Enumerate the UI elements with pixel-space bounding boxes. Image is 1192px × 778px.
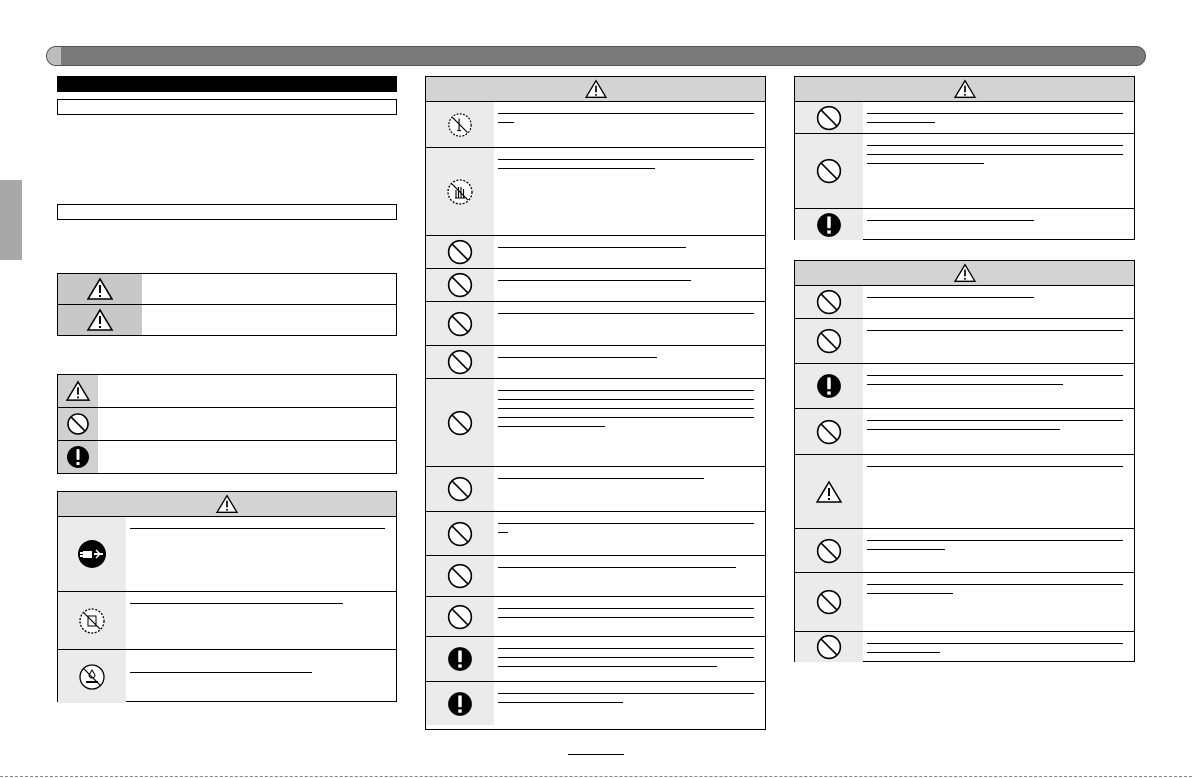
prohibited-circle-icon (426, 346, 494, 378)
signal-word-table (57, 273, 397, 336)
warning-item-text (494, 148, 765, 235)
warning-item (58, 591, 396, 649)
prohibited-circle-icon (795, 529, 863, 572)
warning-triangle-icon (58, 375, 98, 407)
warning-item (426, 466, 765, 511)
mandatory-exclamation-icon (795, 209, 863, 240)
symbol-legend-table (57, 374, 397, 474)
warning-item-text (863, 409, 1134, 454)
warning-item-text (494, 597, 765, 636)
side-section-tab (0, 180, 22, 260)
warning-item-text (494, 637, 765, 681)
warning-item-text (863, 286, 1134, 318)
warning-item (426, 235, 765, 268)
page-bottom-edge (0, 776, 1192, 777)
warning-item (426, 681, 765, 725)
warning-item (426, 596, 765, 636)
symbol-row-mandatory (58, 440, 396, 473)
caution-table-header (795, 261, 1134, 286)
warning-table-header (795, 77, 1134, 102)
warning-item (795, 133, 1134, 208)
unplug-icon (58, 517, 126, 591)
warning-item (795, 454, 1134, 528)
warning-table-col1 (57, 491, 397, 702)
prohibited-circle-icon (795, 286, 863, 318)
warning-triangle-icon (58, 305, 142, 335)
warning-table-col3-top (794, 76, 1135, 240)
warning-item-text (863, 319, 1134, 363)
warning-item (795, 631, 1134, 662)
section-title-bar (57, 76, 397, 92)
warning-item-text (494, 467, 765, 511)
warning-item-text (863, 529, 1134, 572)
warning-item (795, 286, 1134, 318)
warning-item (795, 528, 1134, 572)
mandatory-exclamation-icon (426, 637, 494, 681)
warning-item-text (494, 346, 765, 378)
warning-item-text (494, 682, 765, 725)
warning-item-text (863, 102, 1134, 133)
warning-item-text (863, 632, 1134, 662)
mandatory-exclamation-icon (58, 441, 98, 473)
warning-item (426, 268, 765, 301)
warning-item (426, 555, 765, 596)
no-touch-icon (426, 148, 494, 235)
prohibited-circle-icon (795, 319, 863, 363)
top-header-bar (46, 46, 1146, 66)
warning-table-col2 (425, 76, 766, 730)
warning-triangle-icon (58, 274, 142, 304)
page-number-underline (568, 754, 624, 755)
prohibited-circle-icon (795, 134, 863, 208)
signal-row-warning (58, 274, 396, 304)
no-water-icon (58, 650, 126, 703)
warning-table-header (58, 492, 396, 517)
warning-item (58, 517, 396, 591)
warning-item (426, 345, 765, 378)
warning-item-text (494, 512, 765, 555)
subsection-heading-1 (57, 99, 397, 115)
prohibited-circle-icon (795, 102, 863, 133)
warning-item-text (863, 364, 1134, 408)
mandatory-exclamation-icon (426, 682, 494, 725)
symbol-row-attention (58, 375, 396, 407)
no-disassembly-icon (58, 592, 126, 649)
warning-item (58, 649, 396, 703)
prohibited-circle-icon (426, 512, 494, 555)
warning-table-header (426, 77, 765, 102)
no-disassembly-icon (426, 102, 494, 147)
subsection-heading-2 (57, 204, 397, 220)
warning-item-text (494, 236, 765, 268)
warning-item (426, 511, 765, 555)
prohibited-circle-icon (426, 556, 494, 596)
prohibited-circle-icon (426, 379, 494, 466)
prohibited-circle-icon (58, 408, 98, 440)
warning-item (426, 301, 765, 345)
prohibited-circle-icon (426, 597, 494, 636)
caution-table-col3 (794, 260, 1135, 662)
prohibited-circle-icon (426, 236, 494, 268)
prohibited-circle-icon (795, 573, 863, 631)
warning-item-text (863, 455, 1134, 528)
warning-item (795, 318, 1134, 363)
warning-item (795, 102, 1134, 133)
prohibited-circle-icon (426, 467, 494, 511)
warning-item (795, 408, 1134, 454)
warning-item (795, 363, 1134, 408)
prohibited-circle-icon (426, 302, 494, 345)
warning-item (426, 378, 765, 466)
warning-item-text (494, 102, 765, 147)
warning-item (426, 636, 765, 681)
warning-item (426, 102, 765, 147)
prohibited-circle-icon (795, 632, 863, 662)
warning-item-text (494, 379, 765, 466)
warning-item-text (494, 302, 765, 345)
warning-item (795, 572, 1134, 631)
warning-item-text (494, 556, 765, 596)
warning-item-text (863, 134, 1134, 208)
prohibited-circle-icon (795, 409, 863, 454)
warning-item (426, 147, 765, 235)
signal-row-caution (58, 304, 396, 335)
warning-triangle-icon (795, 455, 863, 528)
prohibited-circle-icon (426, 269, 494, 301)
warning-item-text (863, 573, 1134, 631)
symbol-row-prohibited (58, 407, 396, 440)
mandatory-exclamation-icon (795, 364, 863, 408)
warning-item-text (863, 209, 1134, 240)
warning-item-text (494, 269, 765, 301)
warning-item (795, 208, 1134, 240)
top-header-bar-cap (47, 47, 61, 65)
signal-row-text (142, 274, 396, 304)
signal-row-text (142, 305, 396, 335)
